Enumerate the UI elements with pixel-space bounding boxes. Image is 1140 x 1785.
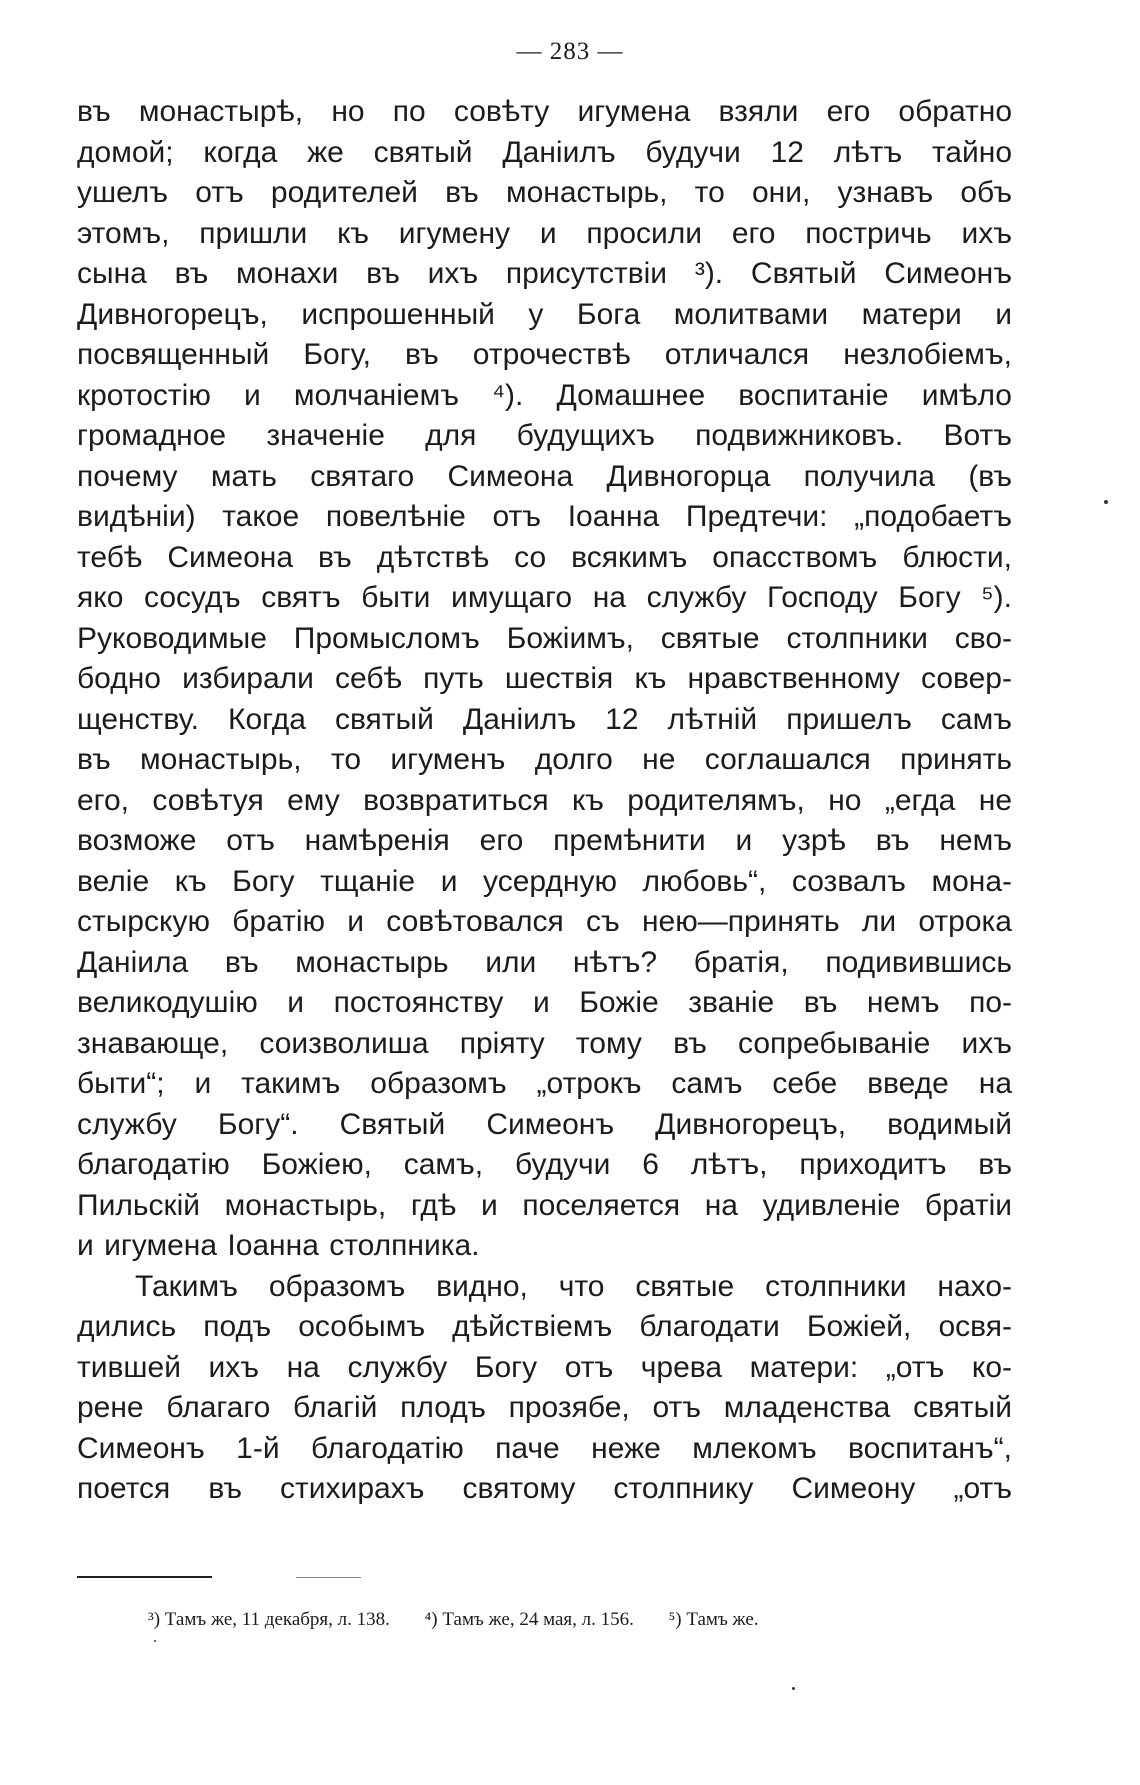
text-line: рене благаго благій плодъ прозябе, отъ младенства святый bbox=[77, 1391, 1012, 1424]
text-line: Симеонъ 1-й благодатію паче неже млекомъ воспитанъ“, bbox=[77, 1431, 1012, 1465]
scan-speck bbox=[1104, 500, 1108, 504]
text-line: щенству. Когда святый Даніилъ 12 лѣтній пришелъ самъ bbox=[77, 702, 1012, 736]
footnote-divider bbox=[77, 1576, 212, 1578]
text-line: возможе отъ намѣренія его премѣнити и узрѣ въ немъ bbox=[77, 824, 1012, 857]
text-line: поется въ стихирахъ святому столпнику Симеону „отъ bbox=[77, 1472, 1012, 1505]
text-line: быти“; и такимъ образомъ „отрокъ самъ себе введе на bbox=[77, 1067, 1012, 1100]
paragraph-start-line: Такимъ образомъ видно, что святые столпники нахо- bbox=[135, 1269, 1012, 1303]
scan-speck bbox=[792, 1687, 795, 1690]
page-number: — 283 — bbox=[516, 38, 624, 65]
text-line: тебѣ Симеона въ дѣтствѣ со всякимъ опасствомъ блюсти, bbox=[77, 540, 1012, 574]
scan-speck bbox=[154, 1640, 156, 1642]
text-line: кротостію и молчаніемъ ⁴). Домашнее воспитаніе имѣло bbox=[77, 378, 1012, 412]
text-line: дились подъ особымъ дѣйствіемъ благодати Божіей, освя- bbox=[77, 1310, 1012, 1343]
text-line: громадное значеніе для будущихъ подвижниковъ. Вотъ bbox=[77, 419, 1012, 452]
text-line: Дивногорецъ, испрошенный у Бога молитвами матери и bbox=[77, 297, 1012, 331]
footnote-5: ⁵) Тамъ же. bbox=[668, 1609, 759, 1630]
text-line: стырскую братію и совѣтовался съ нею—принять ли отрока bbox=[77, 905, 1012, 938]
text-line: посвященный Богу, въ отрочествѣ отличался незлобіемъ, bbox=[77, 338, 1012, 371]
text-line: тившей ихъ на службу Богу отъ чрева матери: „отъ ко- bbox=[77, 1350, 1012, 1384]
text-line: видѣніи) такое повелѣніе отъ Іоанна Предтечи: „подобаетъ bbox=[77, 500, 1012, 533]
text-line: бодно избирали себѣ путь шествія къ нравственному совер- bbox=[77, 662, 1012, 695]
footnote-divider-faint bbox=[296, 1577, 361, 1578]
text-line: благодатію Божіею, самъ, будучи 6 лѣтъ, приходитъ въ bbox=[77, 1148, 1012, 1181]
body-text bbox=[77, 92, 1012, 1510]
footnote-4: ⁴) Тамъ же, 24 мая, л. 156. bbox=[424, 1609, 634, 1630]
text-line: этомъ, пришли къ игумену и просили его постричь ихъ bbox=[77, 216, 1012, 250]
text-line: знавающе, соизволиша пріяту тому въ сопребываніе ихъ bbox=[77, 1026, 1012, 1060]
text-line: яко сосудъ святъ быти имущаго на службу Господу Богу ⁵). bbox=[77, 581, 1012, 614]
text-line: Руководимые Промысломъ Божіимъ, святые столпники сво- bbox=[77, 621, 1012, 655]
text-line: домой; когда же святый Даніилъ будучи 12 лѣтъ тайно bbox=[77, 135, 1012, 169]
text-line: ушелъ отъ родителей въ монастырь, то они, узнавъ объ bbox=[77, 176, 1012, 209]
text-line: его, совѣтуя ему возвратиться къ родителямъ, но „егда не bbox=[77, 783, 1012, 817]
text-line: въ монастырѣ, но по совѣту игумена взяли его обратно bbox=[77, 95, 1012, 128]
text-line: Пильскій монастырь, гдѣ и поселяется на удивленіе братіи bbox=[77, 1188, 1012, 1222]
text-line: почему мать святаго Симеона Дивногорца получила (въ bbox=[77, 459, 1012, 493]
text-line: великодушію и постоянству и Божіе званіе въ немъ по- bbox=[77, 986, 1012, 1019]
text-line: веліе къ Богу тщаніе и усердную любовь“, созвалъ мона- bbox=[77, 864, 1012, 898]
footnotes bbox=[148, 1605, 1018, 1635]
text-line: Даніила въ монастырь или нѣтъ? братія, подивившись bbox=[77, 945, 1012, 979]
text-line: службу Богу“. Святый Симеонъ Дивногорецъ, водимый bbox=[77, 1107, 1012, 1141]
paragraph-end-line: и игумена Іоанна столпника. bbox=[77, 1229, 480, 1262]
text-line: въ монастырь, то игуменъ долго не соглашался принять bbox=[77, 743, 1012, 776]
text-line: сына въ монахи въ ихъ присутствіи ³). Святый Симеонъ bbox=[77, 257, 1012, 290]
footnote-3: ³) Тамъ же, 11 декабря, л. 138. bbox=[148, 1609, 390, 1630]
